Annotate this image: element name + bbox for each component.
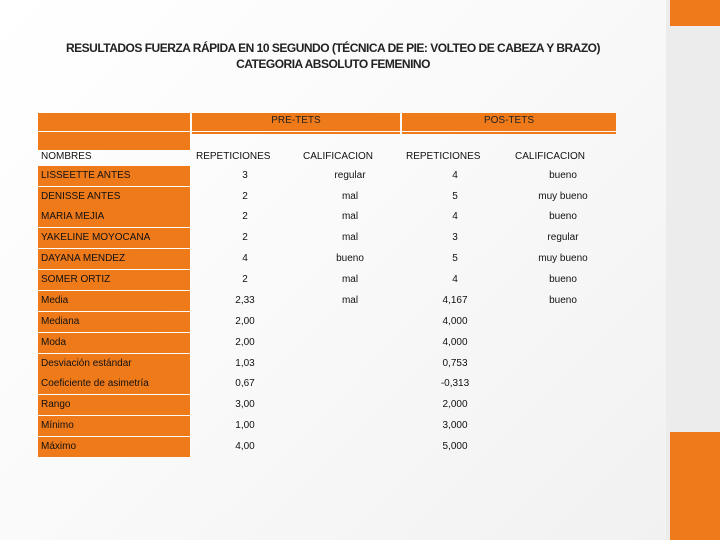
pre-cal: regular	[334, 170, 366, 181]
athlete-name: SOMER ORTIZ	[38, 270, 190, 290]
group-label-pre: PRE-TETS	[271, 115, 321, 126]
post-rep: 3	[452, 232, 458, 243]
group-label-post: POS-TETS	[483, 115, 534, 126]
stat-pre-rep: 2,00	[235, 337, 255, 348]
pre-rep: 2	[242, 191, 248, 202]
post-cal: bueno	[549, 170, 577, 181]
pre-cal: mal	[341, 211, 359, 222]
table-row	[0, 228, 720, 248]
pre-cal: mal	[341, 232, 359, 243]
post-cal: bueno	[549, 274, 577, 285]
col-head-pre-cal: CALIFICACION	[303, 151, 374, 162]
header-bar-name	[38, 113, 190, 131]
page-subtitle: CATEGORIA ABSOLUTO FEMENINO	[236, 57, 430, 71]
stat-post-rep: 0,753	[442, 358, 468, 369]
col-head-name: NOMBRES	[41, 151, 92, 162]
stats-row	[0, 333, 720, 353]
stat-post-rep: -0,313	[440, 378, 470, 389]
pre-cal: mal	[341, 274, 359, 285]
athlete-name: DAYANA MENDEZ	[38, 249, 190, 269]
athlete-name: YAKELINE MOYOCANA	[38, 228, 190, 248]
athlete-name: LISSEETTE ANTES	[38, 166, 190, 186]
stat-label: Moda	[38, 333, 190, 353]
stats-row	[0, 416, 720, 436]
stat-post-cal: bueno	[549, 295, 577, 306]
stat-post-rep: 4,167	[442, 295, 468, 306]
table-row	[0, 187, 720, 207]
athlete-name: MARIA MEJIA	[38, 207, 190, 227]
stat-post-rep: 3,000	[442, 420, 468, 431]
stat-pre-rep: 2,33	[235, 295, 255, 306]
stat-label: Máximo	[38, 437, 190, 457]
pre-cal: mal	[341, 191, 359, 202]
pre-cal: bueno	[336, 253, 364, 264]
col-head-pre-rep: REPETICIONES	[196, 151, 271, 162]
stats-row	[0, 291, 720, 311]
stat-post-rep: 5,000	[442, 441, 468, 452]
subheader-bar-post	[402, 132, 616, 134]
post-rep: 4	[452, 274, 458, 285]
pre-rep: 2	[242, 211, 248, 222]
table-row	[0, 270, 720, 290]
col-head-post-rep: REPETICIONES	[406, 151, 481, 162]
stats-row	[0, 437, 720, 457]
post-cal: muy bueno	[538, 191, 588, 202]
pre-rep: 3	[242, 170, 248, 181]
stats-row	[0, 374, 720, 394]
stat-label: Desviación estándar	[38, 354, 190, 374]
stats-row	[0, 312, 720, 332]
stat-label: Media	[38, 291, 190, 311]
athlete-name: DENISSE ANTES	[38, 187, 190, 207]
stats-row	[0, 354, 720, 374]
stat-pre-rep: 4,00	[235, 441, 255, 452]
stat-post-rep: 4,000	[442, 337, 468, 348]
pre-rep: 2	[242, 232, 248, 243]
stat-label: Coeficiente de asimetría	[38, 374, 190, 394]
pre-rep: 4	[242, 253, 248, 264]
table-row	[0, 166, 720, 186]
subheader-bar-pre	[192, 132, 400, 134]
table-row	[0, 207, 720, 227]
stat-label: Mediana	[38, 312, 190, 332]
stat-label: Rango	[38, 395, 190, 415]
post-cal: muy bueno	[538, 253, 588, 264]
stat-post-rep: 2,000	[442, 399, 468, 410]
post-rep: 5	[452, 253, 458, 264]
stat-pre-rep: 0,67	[235, 378, 255, 389]
stat-pre-rep: 2,00	[235, 316, 255, 327]
pre-rep: 2	[242, 274, 248, 285]
stat-pre-rep: 1,00	[235, 420, 255, 431]
post-rep: 4	[452, 211, 458, 222]
stat-pre-cal: mal	[341, 295, 359, 306]
post-rep: 5	[452, 191, 458, 202]
stat-post-rep: 4,000	[442, 316, 468, 327]
stat-pre-rep: 3,00	[235, 399, 255, 410]
post-cal: bueno	[549, 211, 577, 222]
stat-pre-rep: 1,03	[235, 358, 255, 369]
post-rep: 4	[452, 170, 458, 181]
stat-label: Mínimo	[38, 416, 190, 436]
stats-row	[0, 395, 720, 415]
side-accent-top	[670, 0, 720, 26]
table-row	[0, 249, 720, 269]
post-cal: regular	[547, 232, 579, 243]
page-title: RESULTADOS FUERZA RÁPIDA EN 10 SEGUNDO (TÉCNICA DE PIE: VOLTEO DE CABEZA Y BRAZO)	[66, 41, 600, 55]
subheader-bar-name	[38, 132, 190, 150]
col-head-post-cal: CALIFICACION	[515, 151, 586, 162]
